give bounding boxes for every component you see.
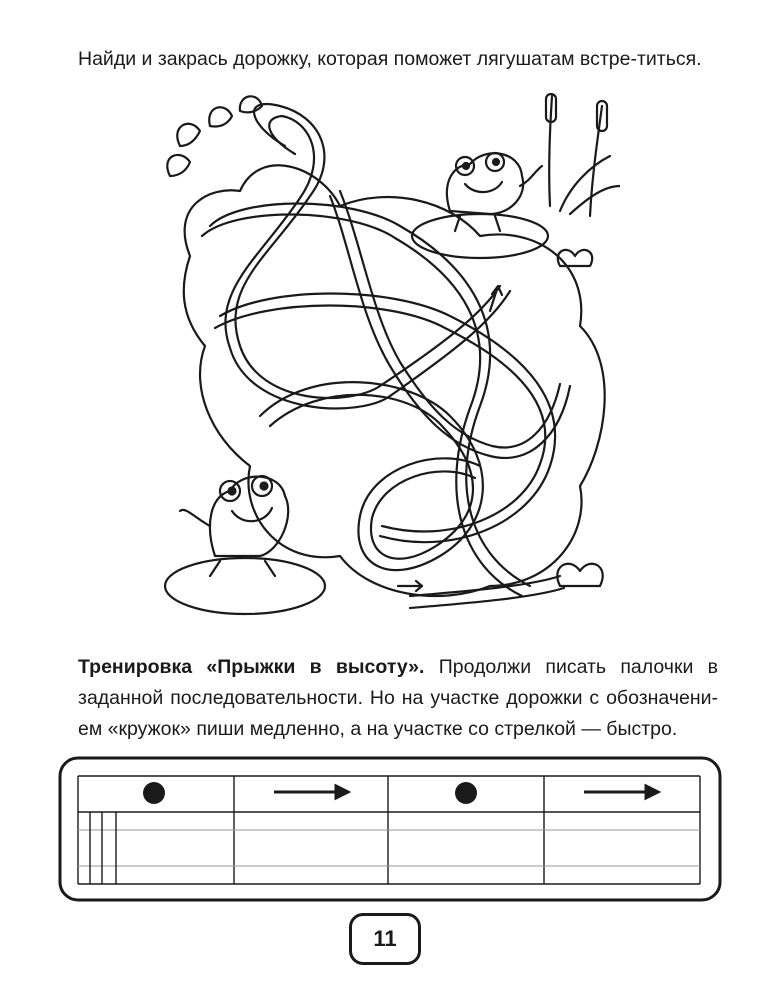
start-arrow-icon [398,581,422,591]
writing-worksheet [58,756,722,902]
page-number: 11 [349,913,421,965]
reeds-icon [546,94,620,216]
circle-icon [143,782,165,804]
task-2-instruction [78,652,718,745]
bottom-frog-icon [165,476,325,614]
water-lily-icon [557,564,602,586]
circle-icon [455,782,477,804]
water-lily-icon [558,250,592,266]
leaves-icon [167,96,262,176]
maze-paths [202,104,570,608]
pond-outline [184,165,605,596]
arrow-icon [274,786,348,798]
task-1-instruction: Найди и закрась дорожку, которая поможет лягушатам встре-титься. [78,48,702,70]
arrow-icon [584,786,658,798]
sample-strokes [90,812,116,884]
frog-maze-illustration [150,86,620,646]
task-2-text: Продолжи писать палочки в заданной последовательности. Но на участке дорожки с обозначени-ем «кружок» пиши медленно, а на участке со стрелкой — быстро. [78,656,718,740]
task-2-title: Тренировка «Прыжки в высоту». [78,656,425,678]
